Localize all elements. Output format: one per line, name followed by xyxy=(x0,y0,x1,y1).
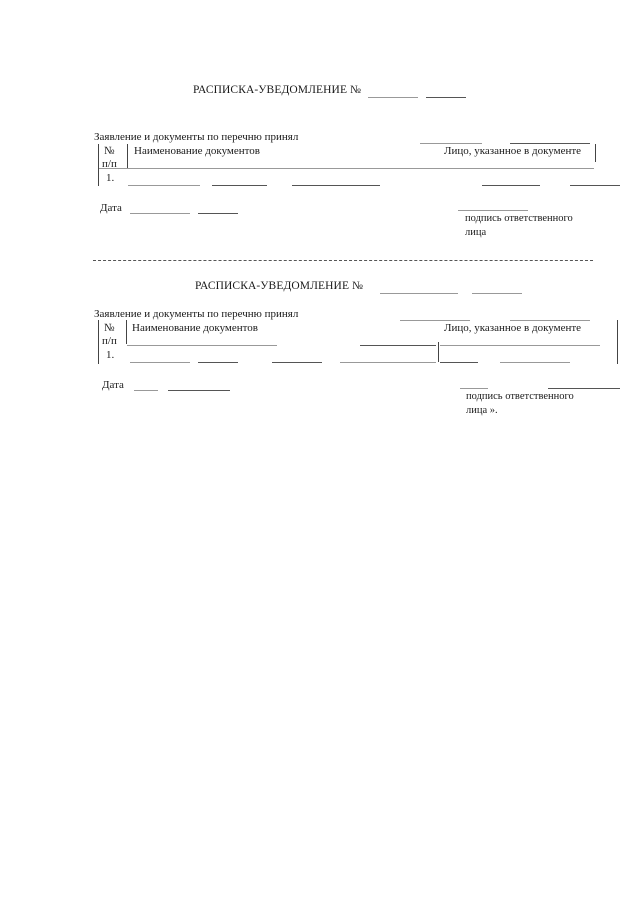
accepted-by-blank[interactable] xyxy=(420,143,482,144)
signature-blank[interactable] xyxy=(460,388,488,389)
receipt-number-blank[interactable] xyxy=(368,97,418,98)
person-blank[interactable] xyxy=(570,185,620,186)
table-row-divider xyxy=(127,345,277,346)
date-label: Дата xyxy=(102,379,124,391)
date-blank[interactable] xyxy=(130,213,190,214)
date-blank[interactable] xyxy=(134,390,158,391)
person-blank[interactable] xyxy=(482,185,540,186)
receipt-number-blank[interactable] xyxy=(380,293,458,294)
table-border xyxy=(617,320,618,364)
signature-caption-sub: лица xyxy=(465,227,487,238)
cut-line xyxy=(93,260,593,261)
person-blank[interactable] xyxy=(400,168,448,169)
col-person-header: Лицо, указанное в документе xyxy=(444,322,582,334)
table-border xyxy=(98,320,99,364)
col-person-header: Лицо, указанное в документе xyxy=(444,145,582,157)
accepted-by-blank[interactable] xyxy=(510,143,590,144)
receipt-number-blank[interactable] xyxy=(472,293,522,294)
table-border xyxy=(127,144,128,168)
table-border xyxy=(126,320,127,344)
signature-caption: подпись ответственного xyxy=(465,213,573,224)
col-name-header: Наименование документов xyxy=(132,322,259,334)
col-name-header: Наименование документов xyxy=(134,145,261,157)
col-num-header: № xyxy=(104,322,115,334)
document-name-blank[interactable] xyxy=(340,362,436,363)
table-row-divider xyxy=(360,345,436,346)
accepted-line: Заявление и документы по перечню принял xyxy=(94,131,299,143)
table-border xyxy=(438,342,439,362)
signature-blank[interactable] xyxy=(548,388,620,389)
col-num-header-sub: п/п xyxy=(102,335,117,347)
signature-caption: подпись ответственного xyxy=(466,391,574,402)
document-name-blank[interactable] xyxy=(130,362,190,363)
signature-caption-sub: лица ». xyxy=(466,405,498,416)
col-num-header-sub: п/п xyxy=(102,158,117,170)
receipt-title: РАСПИСКА-УВЕДОМЛЕНИЕ № xyxy=(193,84,362,96)
accepted-by-blank[interactable] xyxy=(400,320,470,321)
date-blank[interactable] xyxy=(198,213,238,214)
accepted-line: Заявление и документы по перечню принял xyxy=(94,308,299,320)
document-name-blank[interactable] xyxy=(198,362,238,363)
receipt-title: РАСПИСКА-УВЕДОМЛЕНИЕ № xyxy=(195,280,364,292)
col-num-header: № xyxy=(104,145,115,157)
document-name-blank[interactable] xyxy=(128,185,200,186)
accepted-by-blank[interactable] xyxy=(510,320,590,321)
date-label: Дата xyxy=(100,202,122,214)
person-blank[interactable] xyxy=(440,362,478,363)
table-row-divider xyxy=(440,345,600,346)
document-name-blank[interactable] xyxy=(212,185,267,186)
document-name-blank[interactable] xyxy=(272,362,322,363)
table-border xyxy=(98,144,99,186)
row-number: 1. xyxy=(106,172,115,184)
person-blank[interactable] xyxy=(468,168,566,169)
document-name-blank[interactable] xyxy=(292,185,380,186)
table-border xyxy=(595,144,596,162)
signature-blank[interactable] xyxy=(458,210,528,211)
person-blank[interactable] xyxy=(500,362,570,363)
row-number: 1. xyxy=(106,349,115,361)
receipt-number-blank[interactable] xyxy=(426,97,466,98)
date-blank[interactable] xyxy=(168,390,230,391)
